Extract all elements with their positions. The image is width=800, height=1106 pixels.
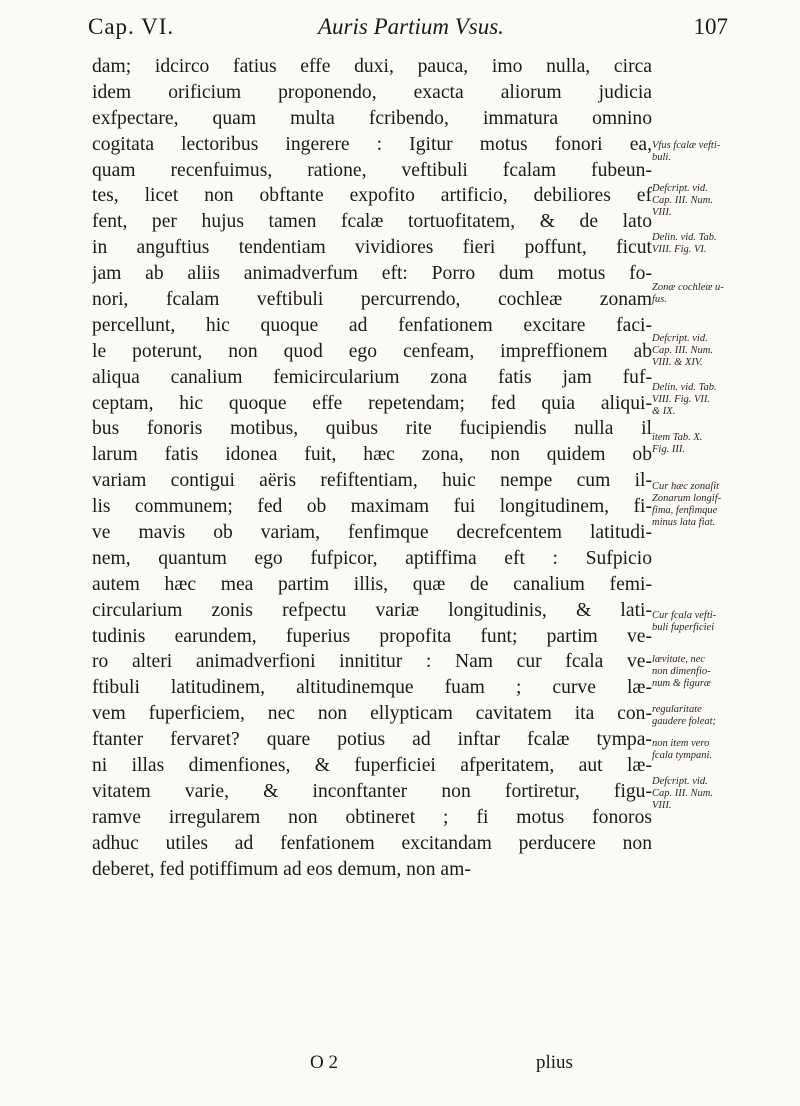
text-line: circularium zonis refpectu variæ longitudinis, & lati- xyxy=(92,599,652,621)
text-line: nem, quantum ego fufpicor, aptiffima eft : Sufpicio xyxy=(92,547,652,569)
margin-note: regularitate xyxy=(652,704,702,715)
text-line: dam; idcirco fatius effe duxi, pauca, imo nulla, circa xyxy=(92,56,652,77)
text-line: ni illas dimenfiones, & fuperficiei afperitatem, aut læ- xyxy=(92,755,652,777)
margin-note: buli fuperficiei xyxy=(652,622,715,633)
text-line: ftibuli latitudinem, altitudinemque fuam ; curve læ- xyxy=(92,677,652,699)
text-line: bus fonoris motibus, quibus rite fucipiendis nulla il xyxy=(92,418,652,440)
text-line: vitatem varie, & inconftanter non fortiretur, figu- xyxy=(92,780,652,802)
margin-note: Defcript. vid. xyxy=(652,333,708,344)
text-line: ve mavis ob variam, fenfimque decrefcentem latitudi- xyxy=(92,522,652,544)
margin-note: fus. xyxy=(652,294,667,305)
margin-note: Zonæ cochleæ u- xyxy=(652,282,724,293)
margin-note: lævitate, nec xyxy=(652,654,706,665)
margin-note: & IX. xyxy=(652,406,676,417)
margin-note: VIII. xyxy=(652,207,672,218)
margin-note: VIII. Fig. VI. xyxy=(652,244,707,255)
text-line: deberet, fed potiffimum ad eos demum, non am- xyxy=(92,858,471,880)
margin-note: minus lata fiat. xyxy=(652,517,716,528)
margin-note: gaudere foleat; xyxy=(652,716,717,727)
text-line: ro alteri animadverfioni innititur : Nam cur fcala ve- xyxy=(92,651,652,673)
margin-note: Cap. III. Num. xyxy=(652,195,713,206)
margin-note: Cur hæc zonaſit xyxy=(652,481,720,492)
text-line: exfpectare, quam multa fcribendo, immatura omnino xyxy=(92,107,652,129)
text-line: percellunt, hic quoque ad fenfationem excitare faci- xyxy=(92,314,652,336)
margin-note: Delin. vid. Tab. xyxy=(652,232,717,243)
margin-note: buli. xyxy=(652,152,671,163)
chapter-label: Cap. VI. xyxy=(88,14,175,39)
text-line: vem fuperficiem, nec non ellypticam cavitatem ita con- xyxy=(92,703,652,725)
text-line: tes, licet non obftante expofito artificio, debiliores ef xyxy=(92,185,652,207)
page-number: 107 xyxy=(693,14,728,39)
margin-note: VIII. & XIV. xyxy=(652,357,703,368)
text-line: quam recenfuimus, ratione, veftibuli fcalam fubeun- xyxy=(92,159,652,181)
signature-mark: O 2 xyxy=(310,1052,338,1073)
margin-note: VIII. xyxy=(652,800,672,811)
margin-note: Fig. III. xyxy=(652,444,685,455)
text-line: ceptam, hic quoque effe repetendam; fed quia aliqui- xyxy=(92,392,652,414)
text-line: idem orificium proponendo, exacta aliorum judicia xyxy=(92,81,652,103)
margin-note: Defcript. vid. xyxy=(652,183,708,194)
text-line: variam contigui aëris refiftentiam, huic nempe cum il- xyxy=(92,470,652,492)
text-line: in anguftius tendentiam vividiores fieri poffunt, ficut xyxy=(92,237,652,259)
text-line: nori, fcalam veftibuli percurrendo, cochleæ zonam xyxy=(92,289,652,311)
margin-note: fcala tympani. xyxy=(652,750,713,761)
text-line: ramve irregularem non obtineret ; fi motus fonoros xyxy=(92,806,652,828)
running-title: Auris Partium Vsus. xyxy=(318,14,504,39)
margin-note: Vfus fcalæ vefti- xyxy=(652,140,721,151)
text-line: lis communem; fed ob maximam fui longitudinem, fi- xyxy=(92,496,652,518)
text-line: larum fatis idonea fuit, hæc zona, non quidem ob xyxy=(92,444,652,466)
margin-note: Cur fcala vefti- xyxy=(652,610,717,621)
text-line: cogitata lectoribus ingerere : Igitur motus fonori ea, xyxy=(92,133,652,155)
margin-note: VIII. Fig. VII. xyxy=(652,394,711,405)
catchword: plius xyxy=(536,1052,573,1073)
text-line: ftanter fervaret? quare potius ad inftar fcalæ tympa- xyxy=(92,729,652,751)
text-line: jam ab aliis animadverfum eft: Porro dum motus fo- xyxy=(92,263,652,285)
text-line: autem hæc mea partim illis, quæ de canalium femi- xyxy=(92,573,652,595)
margin-note: Cap. III. Num. xyxy=(652,788,713,799)
margin-note: num & figuræ xyxy=(652,678,711,689)
text-line: adhuc utiles ad fenfationem excitandam perducere non xyxy=(92,832,652,854)
margin-note: item Tab. X. xyxy=(652,432,703,443)
margin-note: Defcript. vid. xyxy=(652,776,708,787)
text-line: aliqua canalium femicircularium zona fatis jam fuf- xyxy=(92,366,652,388)
margin-note: non item vero xyxy=(652,738,710,749)
text-line: tudinis earundem, fuperius propofita funt; partim ve- xyxy=(92,625,652,647)
main-text xyxy=(92,54,652,883)
margin-note: Zonarum longif- xyxy=(652,493,722,504)
margin-note: non dimenfio- xyxy=(652,666,711,677)
margin-note: Delin. vid. Tab. xyxy=(652,382,717,393)
running-header xyxy=(88,12,728,52)
text-line: fent, per hujus tamen fcalæ tortuofitatem, & de lato xyxy=(92,211,652,233)
margin-note: Cap. III. Num. xyxy=(652,345,713,356)
text-line: le poterunt, non quod ego cenfeam, impreffionem ab xyxy=(92,340,652,362)
margin-note: fima, fenfimque xyxy=(652,505,718,516)
